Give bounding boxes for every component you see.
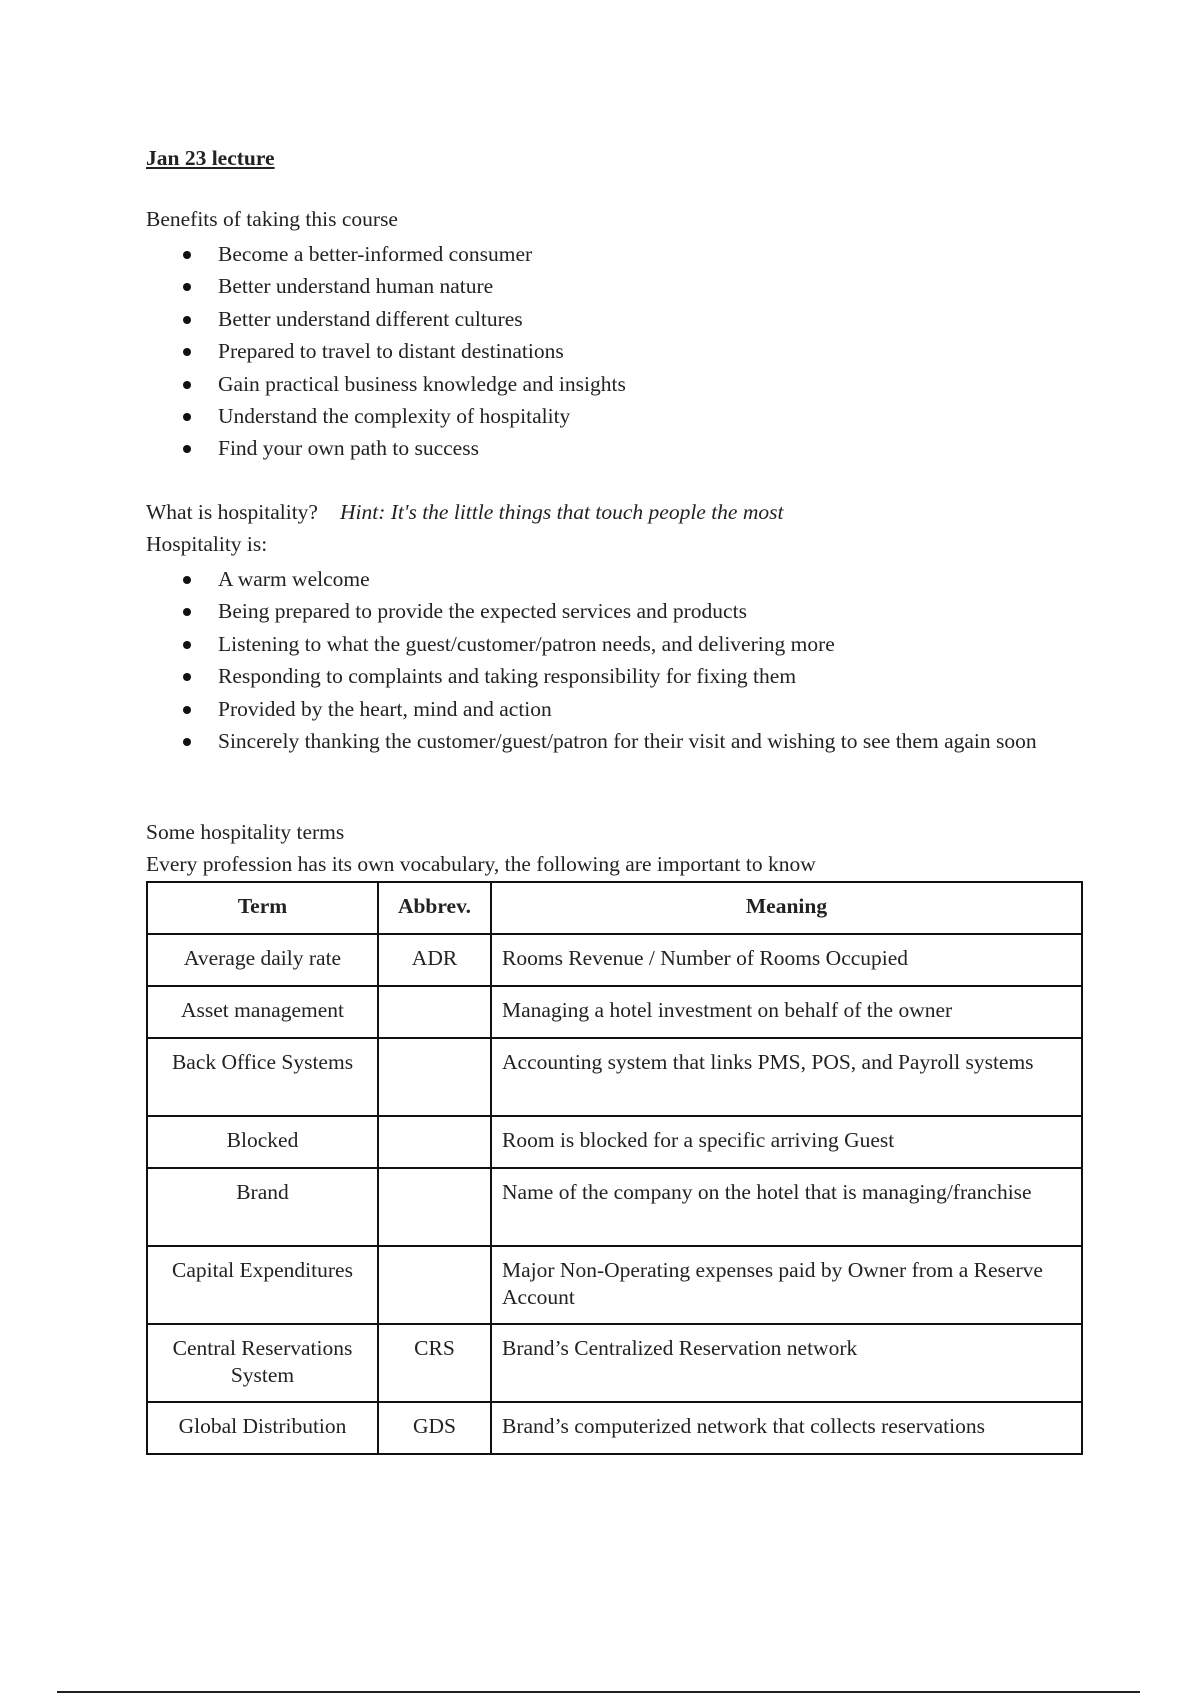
column-header-meaning: Meaning <box>491 882 1082 934</box>
list-item: Better understand human nature <box>146 270 626 302</box>
table-row <box>147 1116 1082 1168</box>
benefits-heading: Benefits of taking this course <box>146 207 398 231</box>
abbrev-cell: GDS <box>378 1402 491 1454</box>
list-item: Gain practical business knowledge and insights <box>146 368 626 400</box>
page-divider <box>57 1691 1140 1693</box>
list-item: Better understand different cultures <box>146 303 626 335</box>
list-item: Being prepared to provide the expected services and products <box>146 595 1106 627</box>
abbrev-cell: CRS <box>378 1324 491 1402</box>
list-item: Become a better-informed consumer <box>146 238 626 270</box>
terms-table <box>146 881 1083 1455</box>
abbrev-cell <box>378 1038 491 1116</box>
hospitality-question-line <box>146 500 783 525</box>
terms-subheading: Every profession has its own vocabulary, the following are important to know <box>146 852 816 876</box>
column-header-term: Term <box>147 882 378 934</box>
abbrev-cell <box>378 1246 491 1324</box>
abbrev-cell <box>378 1116 491 1168</box>
meaning-cell: Room is blocked for a specific arriving Guest <box>491 1116 1082 1168</box>
hospitality-list <box>146 563 1106 757</box>
table-row <box>147 934 1082 986</box>
list-item: Responding to complaints and taking responsibility for fixing them <box>146 660 1106 692</box>
meaning-cell: Brand’s Centralized Reservation network <box>491 1324 1082 1402</box>
terms-heading: Some hospitality terms <box>146 820 345 844</box>
table-row <box>147 1402 1082 1454</box>
column-header-abbrev: Abbrev. <box>378 882 491 934</box>
hospitality-hint: Hint: It's the little things that touch people the most <box>339 500 784 524</box>
term-cell: Asset management <box>147 986 378 1038</box>
term-cell: Back Office Systems <box>147 1038 378 1116</box>
abbrev-cell <box>378 1168 491 1246</box>
table-row <box>147 1324 1082 1402</box>
abbrev-cell <box>378 986 491 1038</box>
meaning-cell: Rooms Revenue / Number of Rooms Occupied <box>491 934 1082 986</box>
list-item: A warm welcome <box>146 563 1106 595</box>
term-cell: Brand <box>147 1168 378 1246</box>
meaning-cell: Accounting system that links PMS, POS, and Payroll systems <box>491 1038 1082 1116</box>
table-row <box>147 1038 1082 1116</box>
page-title: Jan 23 lecture <box>146 146 275 170</box>
list-item: Find your own path to success <box>146 432 626 464</box>
meaning-cell: Managing a hotel investment on behalf of the owner <box>491 986 1082 1038</box>
table-row <box>147 1246 1082 1324</box>
meaning-cell: Name of the company on the hotel that is managing/franchise <box>491 1168 1082 1246</box>
table-row <box>147 1168 1082 1246</box>
term-cell: Average daily rate <box>147 934 378 986</box>
hospitality-question: What is hospitality? <box>146 500 318 524</box>
meaning-cell: Brand’s computerized network that collects reservations <box>491 1402 1082 1454</box>
abbrev-cell: ADR <box>378 934 491 986</box>
meaning-cell: Major Non-Operating expenses paid by Owner from a Reserve Account <box>491 1246 1082 1324</box>
term-cell: Global Distribution <box>147 1402 378 1454</box>
list-item: Provided by the heart, mind and action <box>146 693 1106 725</box>
term-cell: Capital Expenditures <box>147 1246 378 1324</box>
list-item: Sincerely thanking the customer/guest/patron for their visit and wishing to see them again soon <box>146 725 1106 757</box>
hospitality-intro: Hospitality is: <box>146 532 268 556</box>
benefits-list <box>146 238 626 465</box>
list-item: Listening to what the guest/customer/patron needs, and delivering more <box>146 628 1106 660</box>
list-item: Understand the complexity of hospitality <box>146 400 626 432</box>
term-cell: Central Reservations System <box>147 1324 378 1402</box>
table-row <box>147 986 1082 1038</box>
term-cell: Blocked <box>147 1116 378 1168</box>
list-item: Prepared to travel to distant destinations <box>146 335 626 367</box>
table-header-row <box>147 882 1082 934</box>
